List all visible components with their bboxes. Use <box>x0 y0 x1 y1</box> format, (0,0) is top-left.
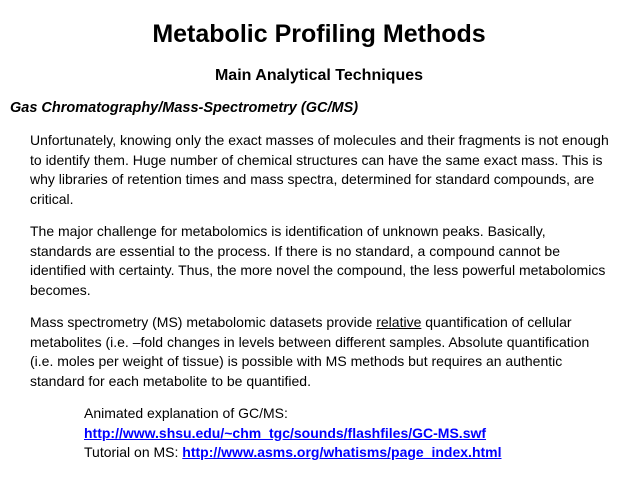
resource-links <box>84 404 624 463</box>
tutorial-label: Tutorial on MS: <box>84 444 183 460</box>
paragraph-exact-masses: Unfortunately, knowing only the exact masses of molecules and their fragments is not enough to identify them. Huge number of chemical structures can have the same exact mass. This is why libraries of retention times and mass spectra, determined for standard compounds, are critical. <box>30 132 609 207</box>
slide-subtitle: Main Analytical Techniques <box>214 67 424 84</box>
gcms-animation-link[interactable]: http://www.shsu.edu/~chm_tgc/sounds/flashfiles/GC-MS.swf <box>84 424 487 441</box>
paragraph3-before: Mass spectrometry (MS) metabolomic datasets provide <box>30 314 377 330</box>
paragraph3-after: quantification of cellular metabolites (i.e. –fold changes in levels between different samples. Absolute quantification (i.e. moles per weight of tissue) is possible with MS methods but requires an authentic standard for each metabolite to be quantified. <box>30 314 590 389</box>
ms-tutorial-link[interactable]: http://www.asms.org/whatisms/page_index.html <box>182 444 502 460</box>
slide-title: Metabolic Profiling Methods <box>152 20 486 48</box>
paragraph-identification-challenge: The major challenge for metabolomics is identification of unknown peaks. Basically, standards are essential to the process. If there is no standard, a compound cannot be identified with certainty. Thus, the more novel the compound, the less powerful metabolomics becomes. <box>30 223 606 298</box>
paragraph3-underlined-word: relative <box>376 314 422 330</box>
section-heading: Gas Chromatography/Mass-Spectrometry (GC/MS) <box>10 100 359 116</box>
paragraph-relative-quantification <box>30 313 610 391</box>
animated-explanation-label: Animated explanation of GC/MS: <box>84 405 288 421</box>
